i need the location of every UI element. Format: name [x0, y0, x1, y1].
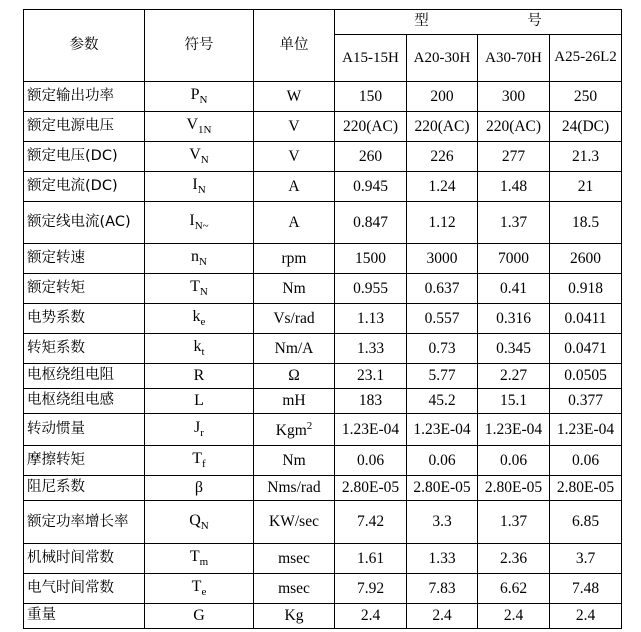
symbol-main: P	[190, 86, 200, 104]
value-cell: 5.77	[407, 364, 478, 389]
value-cell: 150	[335, 82, 407, 112]
symbol-cell	[145, 202, 254, 244]
param-cell: 额定转矩	[24, 274, 145, 304]
spec-body	[24, 82, 622, 629]
symbol-subscript: N	[199, 256, 207, 269]
value-cell: 1.13	[335, 304, 407, 334]
table-row	[24, 304, 622, 334]
table-row	[24, 604, 622, 629]
unit-cell	[254, 274, 335, 304]
value-cell: 0.41	[478, 274, 550, 304]
unit-cell	[254, 389, 335, 414]
unit-text: msec	[278, 549, 310, 567]
symbol-subscript: N	[200, 519, 209, 532]
unit-superscript: 2	[306, 419, 313, 432]
value-cell: 2600	[550, 244, 622, 274]
unit-text: Nm	[282, 451, 306, 469]
param-cell: 额定线电流(AC)	[24, 202, 145, 244]
symbol-cell	[145, 274, 254, 304]
symbol-main: L	[194, 392, 204, 410]
value-cell: 220(AC)	[478, 112, 550, 142]
param-cell: 额定功率增长率	[24, 501, 145, 544]
value-cell: 1.23E-04	[335, 414, 407, 446]
table-row	[24, 274, 622, 304]
symbol-main: T	[192, 450, 203, 468]
value-cell: 2.80E-05	[407, 476, 478, 501]
symbol-main: k	[192, 308, 201, 326]
unit-text: A	[288, 177, 300, 195]
value-cell: 1.37	[478, 501, 550, 544]
value-cell: 45.2	[407, 389, 478, 414]
value-cell: 226	[407, 142, 478, 172]
value-cell: 2.4	[550, 604, 622, 629]
value-cell: 2.36	[478, 544, 550, 574]
value-cell: 1500	[335, 244, 407, 274]
unit-text: V	[288, 117, 300, 135]
symbol-subscript: f	[202, 458, 206, 471]
symbol-main: T	[191, 578, 202, 596]
value-cell: 1.23E-04	[550, 414, 622, 446]
param-cell: 重量	[24, 604, 145, 629]
value-cell: 3000	[407, 244, 478, 274]
value-cell: 2.80E-05	[550, 476, 622, 501]
value-cell: 21.3	[550, 142, 622, 172]
symbol-main: n	[191, 248, 200, 266]
table-row	[24, 446, 622, 476]
value-cell: 0.847	[335, 202, 407, 244]
value-cell: 1.48	[478, 172, 550, 202]
table-row	[24, 544, 622, 574]
unit-cell	[254, 574, 335, 604]
symbol-cell	[145, 389, 254, 414]
value-cell: 1.23E-04	[478, 414, 550, 446]
value-cell: 7000	[478, 244, 550, 274]
value-cell: 220(AC)	[407, 112, 478, 142]
symbol-cell	[145, 364, 254, 389]
unit-text: Vs/rad	[273, 309, 315, 327]
value-cell: 2.80E-05	[335, 476, 407, 501]
table-row	[24, 574, 622, 604]
unit-cell	[254, 501, 335, 544]
symbol-cell	[145, 334, 254, 364]
table-row	[24, 244, 622, 274]
unit-cell	[254, 414, 335, 446]
unit-cell	[254, 82, 335, 112]
header-model: A20-30H	[407, 35, 478, 82]
value-cell: 1.37	[478, 202, 550, 244]
param-cell: 电势系数	[24, 304, 145, 334]
unit-text: Nms/rad	[267, 479, 321, 497]
symbol-subscript: 1N	[198, 124, 212, 137]
header-model: A30-70H	[478, 35, 550, 82]
unit-text: V	[288, 147, 300, 165]
symbol-main: V	[189, 146, 201, 164]
value-cell: 0.637	[407, 274, 478, 304]
table-row	[24, 476, 622, 501]
value-cell: 3.7	[550, 544, 622, 574]
unit-cell	[254, 202, 335, 244]
symbol-subscript: m	[199, 556, 209, 569]
value-cell: 0.06	[335, 446, 407, 476]
value-cell: 300	[478, 82, 550, 112]
value-cell: 2.4	[478, 604, 550, 629]
value-cell: 7.92	[335, 574, 407, 604]
value-cell: 23.1	[335, 364, 407, 389]
unit-cell	[254, 112, 335, 142]
unit-text: mH	[282, 392, 306, 410]
symbol-main: T	[190, 278, 200, 296]
value-cell: 0.557	[407, 304, 478, 334]
unit-cell	[254, 304, 335, 334]
table-row	[24, 112, 622, 142]
symbol-main: Q	[189, 511, 201, 529]
value-cell: 1.61	[335, 544, 407, 574]
value-cell: 2.4	[407, 604, 478, 629]
unit-cell	[254, 172, 335, 202]
header-type	[335, 10, 622, 35]
param-cell: 转矩系数	[24, 334, 145, 364]
param-cell: 电气时间常数	[24, 574, 145, 604]
value-cell: 0.377	[550, 389, 622, 414]
value-cell: 1.23E-04	[407, 414, 478, 446]
value-cell: 7.48	[550, 574, 622, 604]
table-row	[24, 334, 622, 364]
symbol-cell	[145, 82, 254, 112]
param-cell: 额定电流(DC)	[24, 172, 145, 202]
param-cell: 额定电压(DC)	[24, 142, 145, 172]
param-cell: 额定输出功率	[24, 82, 145, 112]
param-cell: 机械时间常数	[24, 544, 145, 574]
symbol-cell	[145, 304, 254, 334]
symbol-main: I	[192, 176, 198, 194]
symbol-main: β	[194, 479, 204, 497]
value-cell: 1.24	[407, 172, 478, 202]
motor-spec-table	[23, 9, 622, 629]
symbol-subscript: r	[200, 427, 204, 440]
value-cell: 0.73	[407, 334, 478, 364]
symbol-subscript: N	[200, 154, 209, 167]
value-cell: 220(AC)	[335, 112, 407, 142]
value-cell: 1.12	[407, 202, 478, 244]
header-model: A25-26L2	[550, 35, 622, 82]
value-cell: 7.83	[407, 574, 478, 604]
table-row	[24, 142, 622, 172]
unit-text: msec	[278, 579, 310, 597]
table-row	[24, 414, 622, 446]
header-type-right: 号	[527, 13, 542, 30]
value-cell: 0.06	[478, 446, 550, 476]
value-cell: 250	[550, 82, 622, 112]
table-row	[24, 364, 622, 389]
value-cell: 200	[407, 82, 478, 112]
unit-cell	[254, 476, 335, 501]
param-cell: 阻尼系数	[24, 476, 145, 501]
value-cell: 0.945	[335, 172, 407, 202]
symbol-subscript: N	[199, 94, 208, 107]
symbol-cell	[145, 574, 254, 604]
unit-text: Nm	[282, 279, 306, 297]
unit-text: Ω	[288, 367, 300, 385]
value-cell: 0.316	[478, 304, 550, 334]
value-cell: 0.918	[550, 274, 622, 304]
header-param: 参数	[24, 10, 145, 82]
unit-text: W	[286, 87, 302, 105]
unit-text: Kgm	[275, 421, 307, 439]
symbol-cell	[145, 501, 254, 544]
symbol-main: k	[193, 338, 202, 356]
value-cell: 0.06	[407, 446, 478, 476]
symbol-cell	[145, 604, 254, 629]
value-cell: 0.0505	[550, 364, 622, 389]
unit-cell	[254, 244, 335, 274]
param-cell: 额定电源电压	[24, 112, 145, 142]
value-cell: 1.33	[335, 334, 407, 364]
param-cell: 摩擦转矩	[24, 446, 145, 476]
unit-text: Kg	[284, 607, 304, 625]
symbol-subscript: N~	[194, 220, 209, 233]
value-cell: 0.345	[478, 334, 550, 364]
symbol-main: V	[186, 116, 199, 134]
unit-text: Nm/A	[274, 339, 314, 357]
value-cell: 183	[335, 389, 407, 414]
value-cell: 3.3	[407, 501, 478, 544]
symbol-cell	[145, 446, 254, 476]
value-cell: 1.33	[407, 544, 478, 574]
value-cell: 24(DC)	[550, 112, 622, 142]
table-row	[24, 389, 622, 414]
symbol-subscript: t	[201, 346, 205, 359]
unit-cell	[254, 364, 335, 389]
unit-cell	[254, 334, 335, 364]
symbol-cell	[145, 544, 254, 574]
value-cell: 15.1	[478, 389, 550, 414]
symbol-subscript: e	[201, 586, 207, 599]
value-cell: 0.06	[550, 446, 622, 476]
value-cell: 7.42	[335, 501, 407, 544]
value-cell: 0.0411	[550, 304, 622, 334]
unit-cell	[254, 604, 335, 629]
header-symbol: 符号	[145, 10, 254, 82]
table-row	[24, 501, 622, 544]
value-cell: 2.27	[478, 364, 550, 389]
symbol-cell	[145, 244, 254, 274]
value-cell: 6.62	[478, 574, 550, 604]
value-cell: 21	[550, 172, 622, 202]
symbol-subscript: N	[199, 286, 208, 299]
symbol-cell	[145, 476, 254, 501]
symbol-main: G	[193, 607, 205, 625]
value-cell: 2.4	[335, 604, 407, 629]
value-cell: 277	[478, 142, 550, 172]
value-cell: 18.5	[550, 202, 622, 244]
unit-text: rpm	[281, 249, 307, 267]
symbol-main: R	[193, 367, 205, 385]
value-cell: 2.80E-05	[478, 476, 550, 501]
param-cell: 转动惯量	[24, 414, 145, 446]
value-cell: 0.955	[335, 274, 407, 304]
value-cell: 260	[335, 142, 407, 172]
unit-cell	[254, 544, 335, 574]
header-model: A15-15H	[335, 35, 407, 82]
symbol-cell	[145, 172, 254, 202]
symbol-main: I	[189, 212, 195, 230]
param-cell: 额定转速	[24, 244, 145, 274]
header-type-left: 型	[414, 13, 429, 30]
table-row	[24, 82, 622, 112]
unit-cell	[254, 142, 335, 172]
unit-cell	[254, 446, 335, 476]
table-row	[24, 202, 622, 244]
param-cell: 电枢绕组电阻	[24, 364, 145, 389]
symbol-subscript: e	[200, 316, 206, 329]
header-unit: 单位	[254, 10, 335, 82]
unit-text: KW/sec	[269, 513, 319, 531]
value-cell: 6.85	[550, 501, 622, 544]
value-cell: 0.0471	[550, 334, 622, 364]
unit-text: A	[288, 213, 300, 231]
symbol-cell	[145, 414, 254, 446]
symbol-cell	[145, 112, 254, 142]
symbol-main: T	[189, 548, 200, 566]
param-cell: 电枢绕组电感	[24, 389, 145, 414]
symbol-cell	[145, 142, 254, 172]
table-row	[24, 172, 622, 202]
symbol-subscript: N	[197, 184, 206, 197]
symbol-main: J	[194, 419, 201, 437]
